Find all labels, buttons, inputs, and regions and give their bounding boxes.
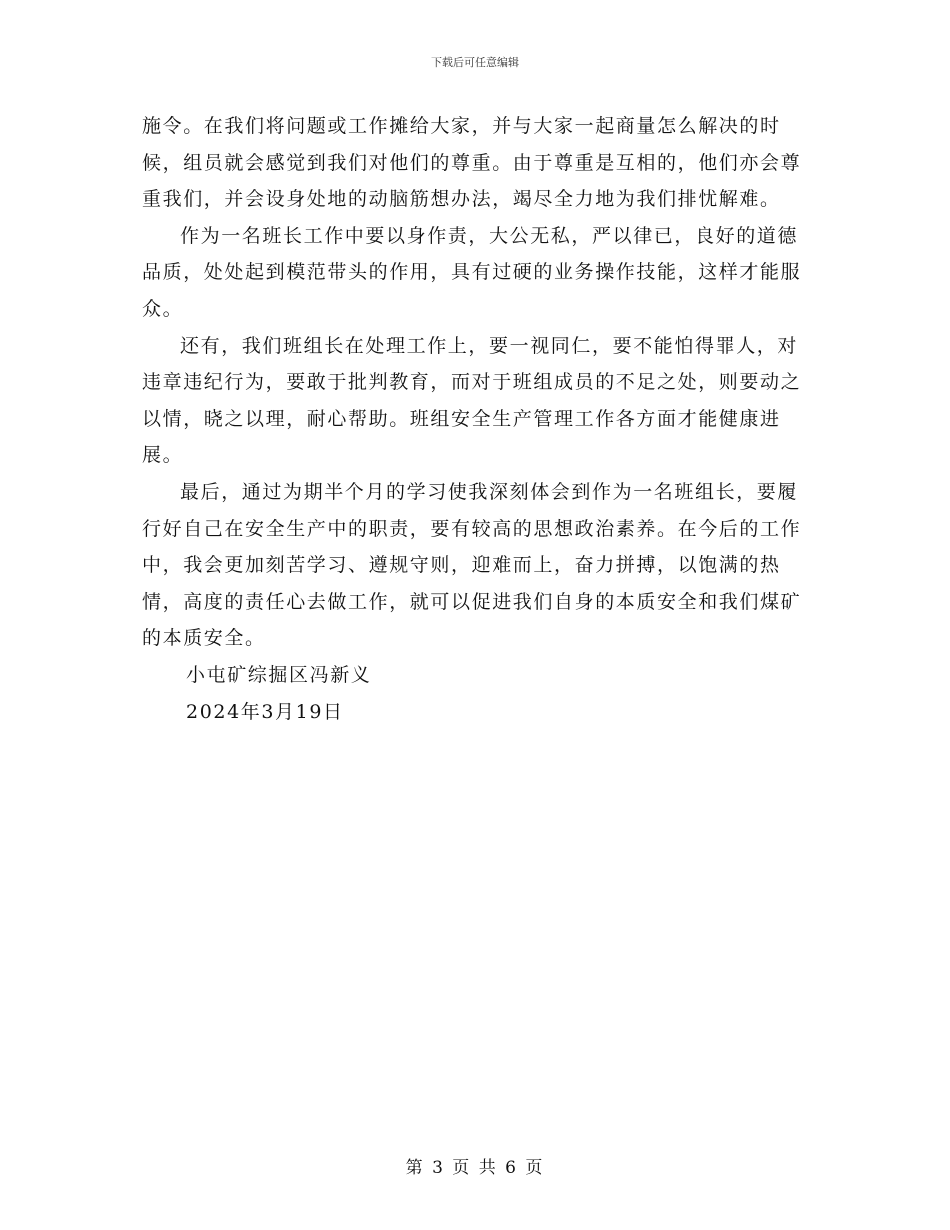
paragraph-fair-treatment: 还有，我们班组长在处理工作上，要一视同仁，要不能怕得罪人，对违章违纪行为，要敢于批判教育，而对于班组成员的不足之处，则要动之以情，晓之以理，耐心帮助。班组安全生产管理工作各方面才能健康进展。 bbox=[142, 334, 802, 467]
document-body bbox=[142, 108, 812, 730]
paragraph-conclusion: 最后，通过为期半个月的学习使我深刻体会到作为一名班组长，要履行好自己在安全生产中的职责，要有较高的思想政治素养。在今后的工作中，我会更加刻苦学习、遵规守则，迎难而上，奋力拼搏，以饱满的热情，高度的责任心去做工作，就可以促进我们自身的本质安全和我们煤矿的本质安全。 bbox=[142, 480, 802, 650]
signature-author: 小屯矿综掘区冯新义 bbox=[186, 663, 372, 686]
page-header-note: 下载后可任意编辑 bbox=[431, 56, 519, 69]
page-number-footer: 第 3 页 共 6 页 bbox=[405, 1158, 545, 1178]
signature-date: 2024年3月19日 bbox=[186, 700, 344, 723]
paragraph-role-model: 作为一名班长工作中要以身作责，大公无私，严以律已，良好的道德品质，处处起到模范带头的作用，具有过硬的业务操作技能，这样才能服众。 bbox=[142, 224, 802, 320]
paragraph-continued: 施令。在我们将问题或工作摊给大家，并与大家一起商量怎么解决的时候，组员就会感觉到我们对他们的尊重。由于尊重是互相的，他们亦会尊重我们，并会设身处地的动脑筋想办法，竭尽全力地为我们排忧解难。 bbox=[142, 115, 802, 211]
